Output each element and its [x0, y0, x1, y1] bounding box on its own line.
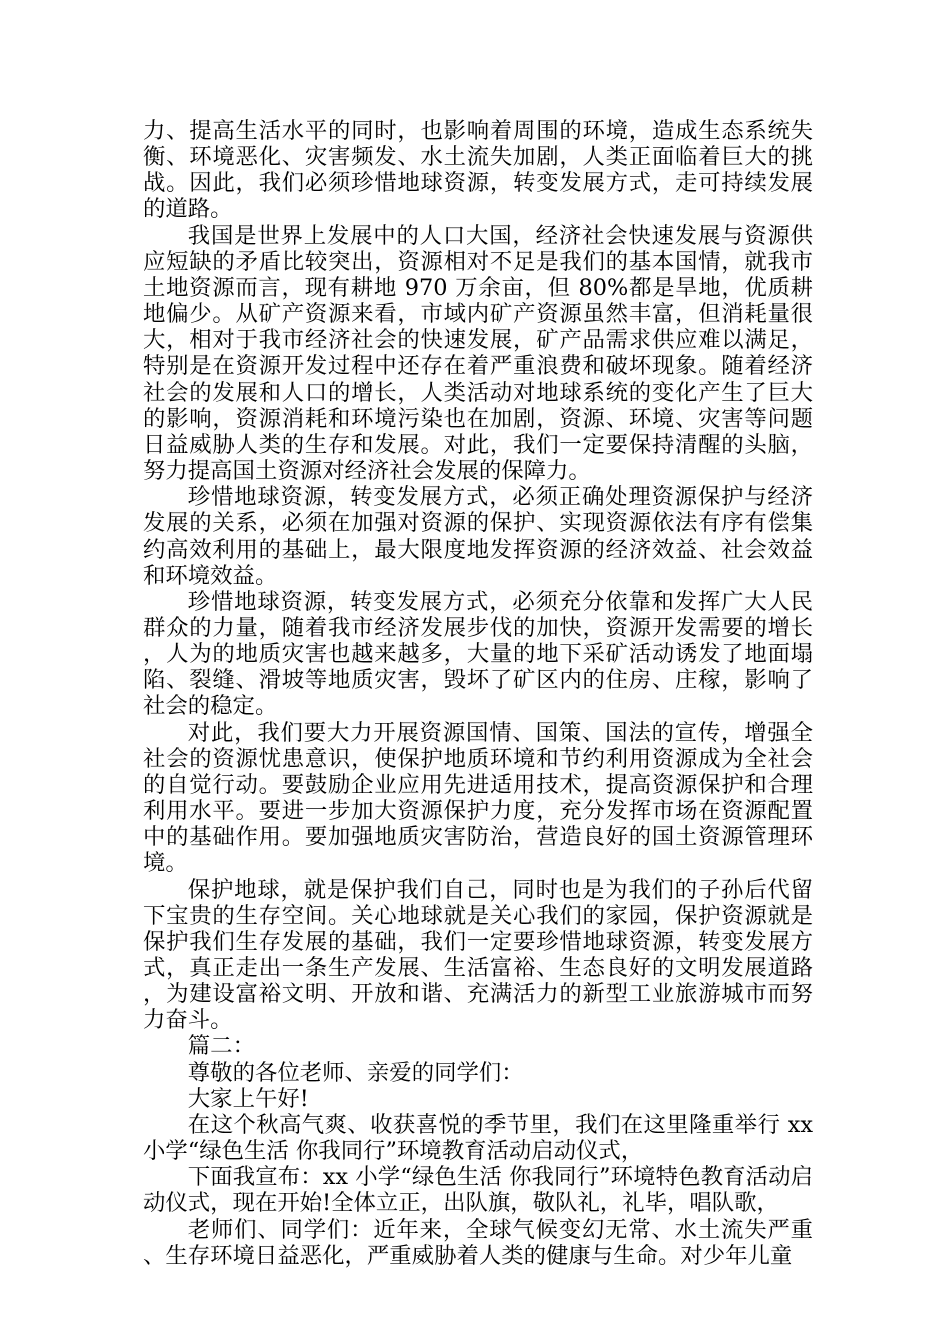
paragraph-5: 对此，我们要大力开展资源国情、国策、国法的宣传，增强全社会的资源忧患意识，使保护地质环境和节约利用资源成为全社会的自觉行动。要鼓励企业应用先进适用技术，提高资源保护和合理利用水平。要进一步加大资源保护力度，充分发挥市场在资源配置中的基础作用。要加强地质灾害防治，营造良好的国土资源管理环境。 — [143, 719, 813, 877]
paragraph-10: 在这个秋高气爽、收获喜悦的季节里，我们在这里隆重举行 xx 小学“绿色生活 你我同行”环境教育活动启动仪式， — [143, 1111, 813, 1165]
paragraph-4: 珍惜地球资源，转变发展方式，必须充分依靠和发挥广大人民群众的力量，随着我市经济发展步伐的加快，资源开发需要的增长，人为的地质灾害也越来越多，大量的地下采矿活动诱发了地面塌陷、裂缝、滑坡等地质灾害，毁坏了矿区内的住房、庄稼，影响了社会的稳定。 — [143, 588, 813, 720]
paragraph-6: 保护地球，就是保护我们自己，同时也是为我们的子孙后代留下宝贵的生存空间。关心地球就是关心我们的家园，保护资源就是保护我们生存发展的基础，我们一定要珍惜地球资源，转变发展方式，真正走出一条生产发展、生活富裕、生态良好的文明发展道路，为建设富裕文明、开放和谐、充满活力的新型工业旅游城市而努力奋斗。 — [143, 876, 813, 1034]
section-heading: 篇二： — [187, 1033, 255, 1060]
paragraph-11: 下面我宣布：xx 小学“绿色生活 你我同行”环境特色教育活动启动仪式，现在开始!全体立正，出队旗，敬队礼，礼毕，唱队歌， — [143, 1164, 813, 1217]
paragraph-2: 我国是世界上发展中的人口大国，经济社会快速发展与资源供应短缺的矛盾比较突出，资源相对不足是我们的基本国情，就我市土地资源而言，现有耕地 970 万余亩，但 80%都是旱地，优质耕地偏少。从矿产资源来看，市域内矿产资源虽然丰富，但消耗量很大，相对于我市经济社会的快速发展，矿产品需求供应难以满足，特别是在资源开发过程中还存在着严重浪费和破坏现象。随着经济社会的发展和人口的增长，人类活动对地球系统的变化产生了巨大的影响，资源消耗和环境污染也在加剧，资源、环境、灾害等问题日益威胁人类的生存和发展。对此，我们一定要保持清醒的头脑，努力提高国土资源对经济社会发展的保障力。 — [143, 222, 813, 485]
paragraph-3: 珍惜地球资源，转变发展方式，必须正确处理资源保护与经济发展的关系，必须在加强对资源的保护、实现资源依法有序有偿集约高效利用的基础上，最大限度地发挥资源的经济效益、社会效益和环境效益。 — [143, 484, 813, 589]
document-body — [143, 118, 813, 1269]
salutation: 尊敬的各位老师、亲爱的同学们： — [187, 1059, 524, 1086]
paragraph-1: 力、提高生活水平的同时，也影响着周围的环境，造成生态系统失衡、环境恶化、灾害频发、水土流失加剧，人类正面临着巨大的挑战。因此，我们必须珍惜地球资源，转变发展方式，走可持续发展的道路。 — [143, 118, 813, 223]
greeting: 大家上午好! — [187, 1085, 309, 1112]
paragraph-12: 老师们、同学们：近年来，全球气候变幻无常、水土流失严重、生存环境日益恶化，严重威胁着人类的健康与生命。对少年儿童 — [143, 1216, 813, 1269]
